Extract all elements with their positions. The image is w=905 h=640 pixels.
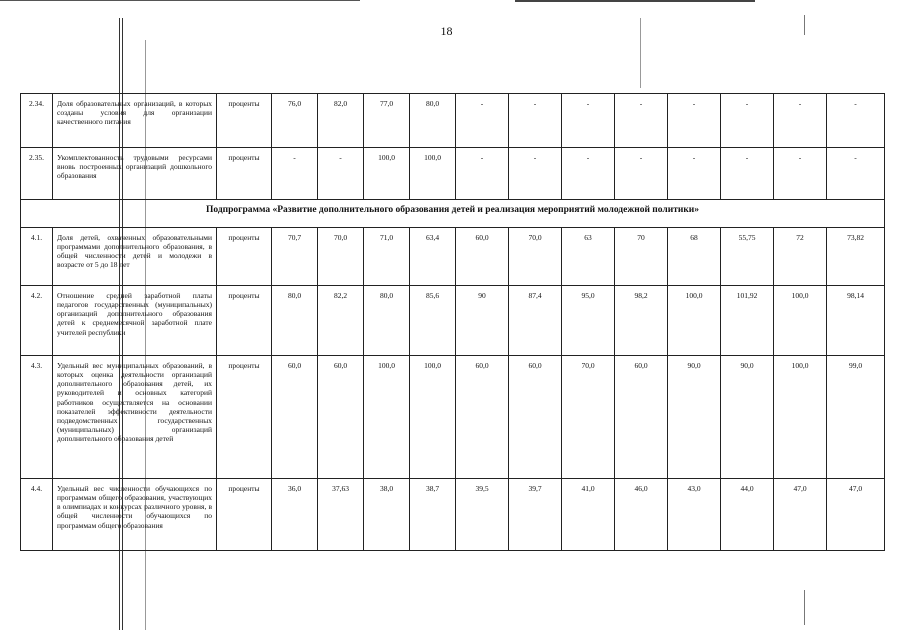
- value-cell: -: [668, 148, 721, 200]
- value-cell: 68: [668, 228, 721, 286]
- value-cell: 73,82: [827, 228, 885, 286]
- value-cell: 90,0: [721, 356, 774, 479]
- value-cell: 72: [774, 228, 827, 286]
- value-cell: 100,0: [410, 356, 456, 479]
- subprogram-header-row: [21, 200, 885, 228]
- unit-cell: проценты: [217, 94, 272, 148]
- value-cell: 43,0: [668, 479, 721, 551]
- indicator-name: Укомплектованность трудовыми ресурсами вновь построенных организаций дошкольного образования: [53, 148, 217, 200]
- scan-artifact-line: [640, 18, 641, 88]
- value-cell: -: [774, 94, 827, 148]
- value-cell: 100,0: [774, 356, 827, 479]
- subprogram-title: Подпрограмма «Развитие дополнительного образования детей и реализация мероприятий молодежной политики»: [21, 200, 885, 228]
- value-cell: 36,0: [272, 479, 318, 551]
- value-cell: 100,0: [410, 148, 456, 200]
- value-cell: -: [456, 94, 509, 148]
- value-cell: 63: [562, 228, 615, 286]
- value-cell: 46,0: [615, 479, 668, 551]
- value-cell: 101,92: [721, 286, 774, 356]
- table-row: [21, 228, 885, 286]
- value-cell: 44,0: [721, 479, 774, 551]
- value-cell: 70: [615, 228, 668, 286]
- value-cell: -: [562, 94, 615, 148]
- page-number: 18: [440, 24, 453, 38]
- value-cell: 85,6: [410, 286, 456, 356]
- value-cell: 47,0: [774, 479, 827, 551]
- value-cell: -: [615, 94, 668, 148]
- table-row: [21, 148, 885, 200]
- unit-cell: проценты: [217, 356, 272, 479]
- scan-artifact-line: [804, 15, 805, 35]
- value-cell: 60,0: [318, 356, 364, 479]
- value-cell: -: [615, 148, 668, 200]
- value-cell: 60,0: [456, 356, 509, 479]
- value-cell: 95,0: [562, 286, 615, 356]
- unit-cell: проценты: [217, 286, 272, 356]
- scan-artifact-line: [0, 0, 360, 1]
- value-cell: 100,0: [774, 286, 827, 356]
- unit-cell: проценты: [217, 228, 272, 286]
- indicator-name: Доля образовательных организаций, в которых созданы условия для организации качественного питания: [53, 94, 217, 148]
- value-cell: 98,14: [827, 286, 885, 356]
- value-cell: -: [721, 148, 774, 200]
- value-cell: 37,63: [318, 479, 364, 551]
- indicator-name: Доля детей, охваченных образовательными программами дополнительного образования, в общей численности детей и молодежи в возрасте от 5 до 18 лет: [53, 228, 217, 286]
- value-cell: 70,0: [318, 228, 364, 286]
- value-cell: 77,0: [364, 94, 410, 148]
- value-cell: 71,0: [364, 228, 410, 286]
- value-cell: -: [456, 148, 509, 200]
- value-cell: 70,7: [272, 228, 318, 286]
- value-cell: -: [668, 94, 721, 148]
- value-cell: -: [318, 148, 364, 200]
- value-cell: 87,4: [509, 286, 562, 356]
- value-cell: 90,0: [668, 356, 721, 479]
- value-cell: 82,0: [318, 94, 364, 148]
- indicators-table: [20, 93, 885, 551]
- unit-cell: проценты: [217, 148, 272, 200]
- unit-cell: проценты: [217, 479, 272, 551]
- row-number: 4.1.: [21, 228, 53, 286]
- value-cell: 60,0: [456, 228, 509, 286]
- row-number: 4.2.: [21, 286, 53, 356]
- value-cell: 100,0: [668, 286, 721, 356]
- value-cell: 100,0: [364, 356, 410, 479]
- indicator-name: Удельный вес численности обучающихся по программам общего образования, участвующих в олимпиадах и конкурсах различного уровня, в общей численности обучающихся по программам общего образования: [53, 479, 217, 551]
- table-row: [21, 356, 885, 479]
- value-cell: 60,0: [272, 356, 318, 479]
- value-cell: 47,0: [827, 479, 885, 551]
- value-cell: 82,2: [318, 286, 364, 356]
- value-cell: -: [509, 148, 562, 200]
- value-cell: 39,7: [509, 479, 562, 551]
- scan-artifact-line: [804, 590, 805, 625]
- value-cell: -: [827, 148, 885, 200]
- value-cell: 63,4: [410, 228, 456, 286]
- value-cell: 39,5: [456, 479, 509, 551]
- indicator-name: Отношение средней заработной платы педагогов государственных (муниципальных) организаций дополнительного образования детей к среднемесячной заработной плате учителей республики: [53, 286, 217, 356]
- row-number: 4.3.: [21, 356, 53, 479]
- value-cell: 76,0: [272, 94, 318, 148]
- value-cell: 80,0: [272, 286, 318, 356]
- table-row: [21, 94, 885, 148]
- value-cell: -: [562, 148, 615, 200]
- value-cell: 98,2: [615, 286, 668, 356]
- value-cell: 100,0: [364, 148, 410, 200]
- value-cell: 90: [456, 286, 509, 356]
- table-row: [21, 479, 885, 551]
- indicator-name: Удельный вес муниципальных образований, в которых оценка деятельности организаций дополнительного образования детей, их руководителей и основных категорий работников осуществляется на основании показателей эффективности деятельности подведомственных государственных (муниципальных) организаций дополнительного образования детей: [53, 356, 217, 479]
- value-cell: -: [272, 148, 318, 200]
- value-cell: 60,0: [509, 356, 562, 479]
- value-cell: -: [774, 148, 827, 200]
- value-cell: 70,0: [509, 228, 562, 286]
- value-cell: 38,7: [410, 479, 456, 551]
- value-cell: 60,0: [615, 356, 668, 479]
- scan-artifact-line: [515, 0, 755, 2]
- row-number: 4.4.: [21, 479, 53, 551]
- row-number: 2.34.: [21, 94, 53, 148]
- value-cell: 55,75: [721, 228, 774, 286]
- value-cell: 80,0: [410, 94, 456, 148]
- value-cell: 80,0: [364, 286, 410, 356]
- table-row: [21, 286, 885, 356]
- value-cell: 38,0: [364, 479, 410, 551]
- value-cell: 70,0: [562, 356, 615, 479]
- value-cell: -: [827, 94, 885, 148]
- value-cell: -: [509, 94, 562, 148]
- value-cell: 41,0: [562, 479, 615, 551]
- value-cell: -: [721, 94, 774, 148]
- value-cell: 99,0: [827, 356, 885, 479]
- row-number: 2.35.: [21, 148, 53, 200]
